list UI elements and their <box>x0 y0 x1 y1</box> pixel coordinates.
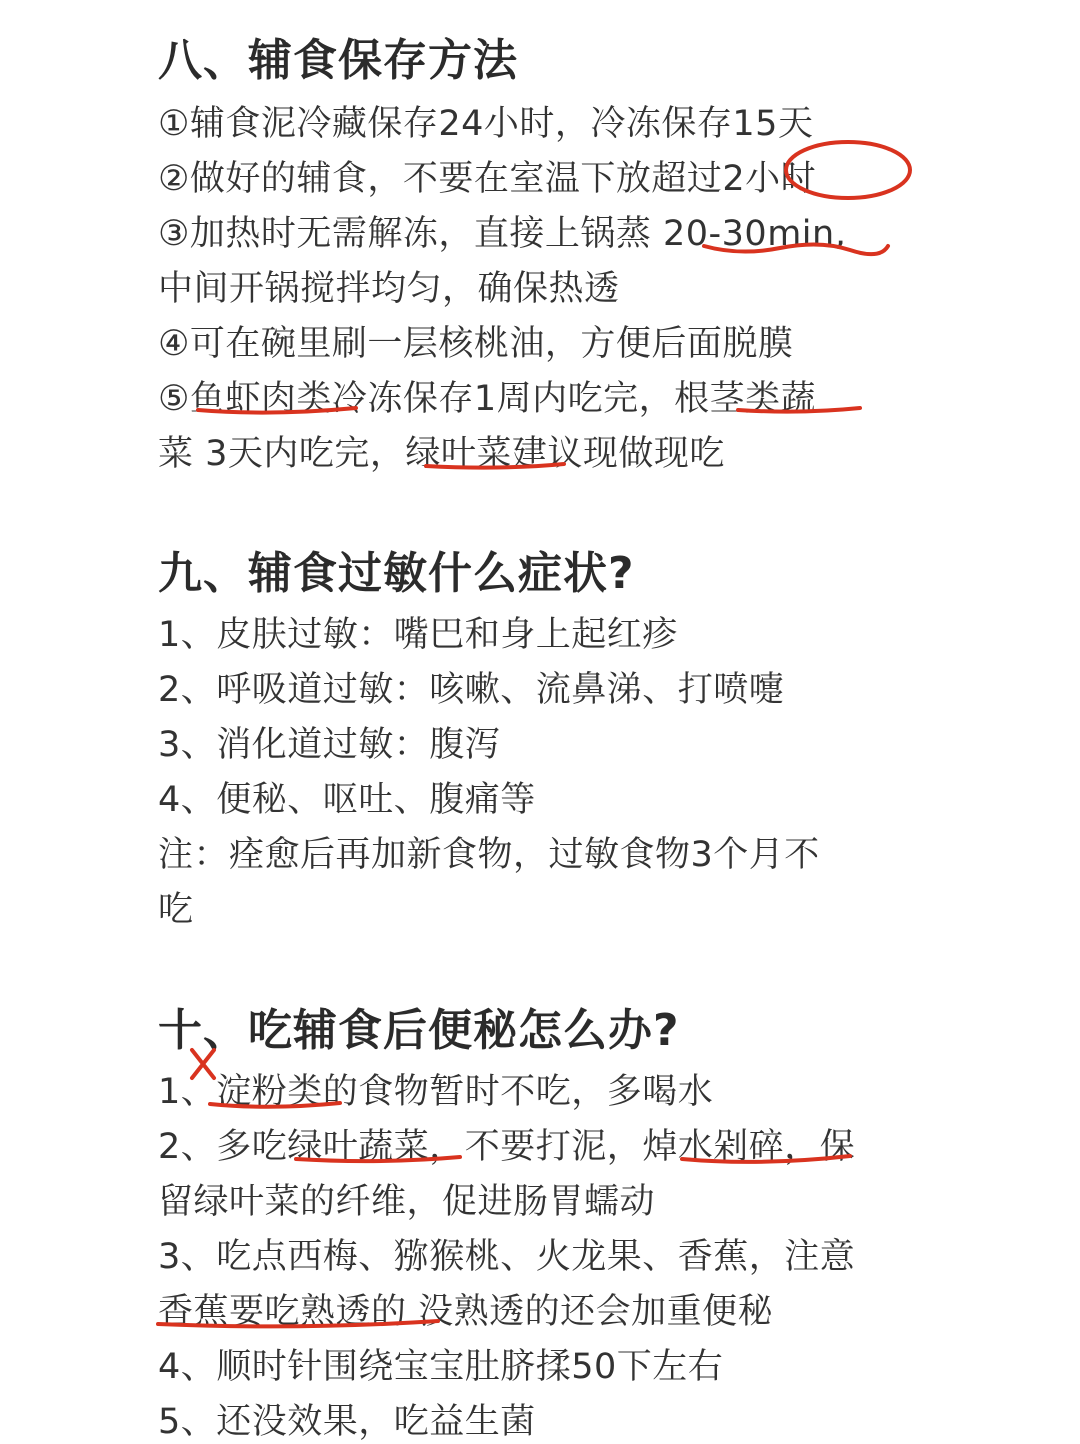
storage-line-4: 中间开锅搅拌均匀，确保热透 <box>158 269 620 309</box>
section-title-allergy: 九、辅食过敏什么症状? <box>158 548 635 599</box>
storage-line-3: ③加热时无需解冻，直接上锅蒸 20-30min, <box>158 214 847 254</box>
constipation-line-7: 5、还没效果，吃益生菌 <box>158 1402 536 1442</box>
storage-line-5: ④可在碗里刷一层核桃油，方便后面脱膜 <box>158 324 794 364</box>
storage-line-7: 菜 3天内吃完，绿叶菜建议现做现吃 <box>158 434 725 474</box>
constipation-line-2: 2、多吃绿叶蔬菜，不要打泥，焯水剁碎，保 <box>158 1127 856 1167</box>
constipation-line-5: 香蕉要吃熟透的 没熟透的还会加重便秘 <box>158 1292 774 1332</box>
constipation-line-1: 1、淀粉类的食物暂时不吃，多喝水 <box>158 1072 714 1112</box>
allergy-line-3: 3、消化道过敏：腹泻 <box>158 725 501 765</box>
allergy-line-2: 2、呼吸道过敏：咳嗽、流鼻涕、打喷嚏 <box>158 670 785 710</box>
allergy-note-line-1: 注：痊愈后再加新食物，过敏食物3个月不 <box>158 835 820 875</box>
storage-line-6: ⑤鱼虾肉类冷冻保存1周内吃完，根茎类蔬 <box>158 379 817 419</box>
constipation-line-3: 留绿叶菜的纤维，促进肠胃蠕动 <box>158 1182 656 1222</box>
storage-line-1: ①辅食泥冷藏保存24小时，冷冻保存15天 <box>158 104 814 144</box>
allergy-note-line-2: 吃 <box>158 890 194 930</box>
allergy-line-1: 1、皮肤过敏：嘴巴和身上起红疹 <box>158 615 678 655</box>
allergy-line-4: 4、便秘、呕吐、腹痛等 <box>158 780 536 820</box>
constipation-line-6: 4、顺时针围绕宝宝肚脐揉50下左右 <box>158 1347 724 1387</box>
section-title-constipation: 十、吃辅食后便秘怎么办? <box>158 1005 680 1056</box>
section-title-storage: 八、辅食保存方法 <box>158 35 518 86</box>
storage-line-2: ②做好的辅食，不要在室温下放超过2小时 <box>158 159 817 199</box>
constipation-line-4: 3、吃点西梅、猕猴桃、火龙果、香蕉，注意 <box>158 1237 856 1277</box>
